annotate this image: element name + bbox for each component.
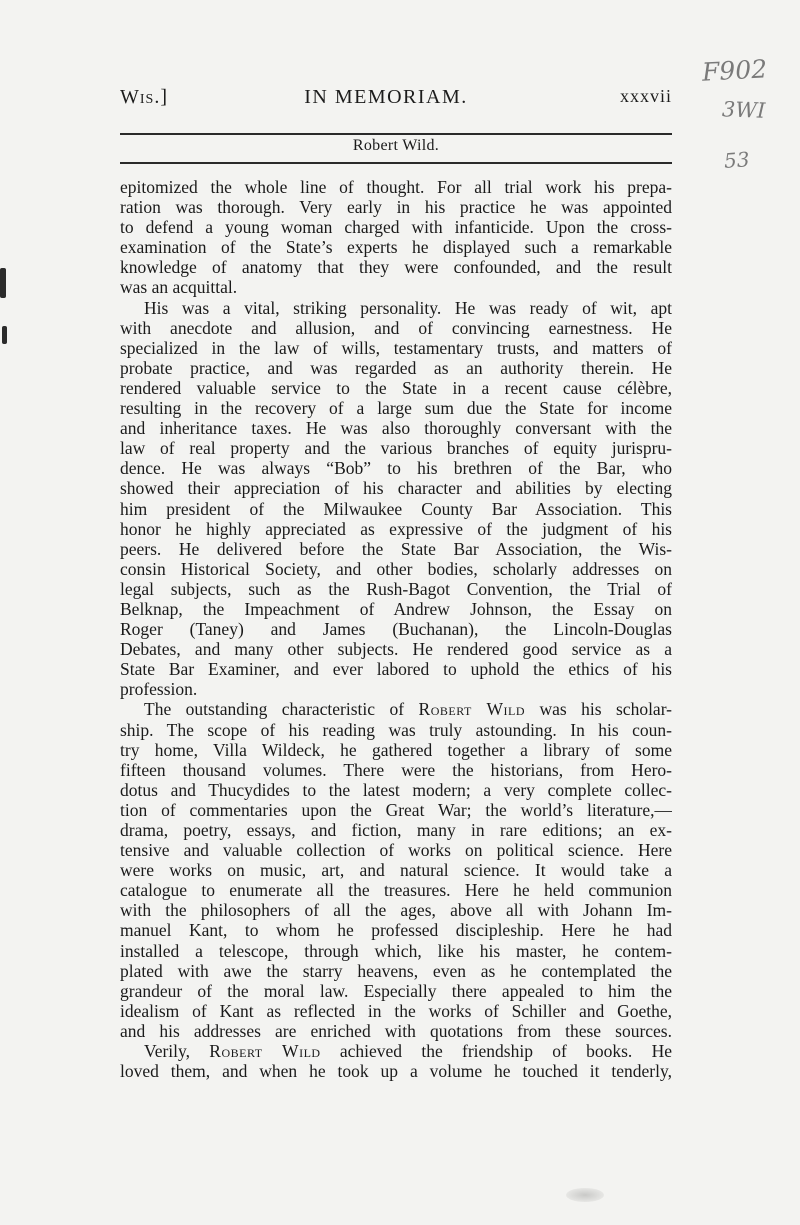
text-line: knowledge of anatomy that they were confounded, and the result xyxy=(120,257,672,278)
section-title: Robert Wild. xyxy=(352,137,440,154)
text-line: legal subjects, such as the Rush-Bagot Convention, the Trial of xyxy=(120,578,672,599)
text-line: peers. He delivered before the State Bar Association, the Wis- xyxy=(120,538,672,559)
text-line: honor he highly appreciated as expressive of the judgment of his xyxy=(120,518,672,539)
scan-artifact xyxy=(0,268,6,298)
text-line: and his addresses are enriched with quotations from these sources. xyxy=(120,1020,672,1041)
text-line: to defend a young woman charged with infanticide. Upon the cross- xyxy=(120,217,672,238)
text-line: ration was thorough. Very early in his practice he was appointed xyxy=(120,197,672,218)
running-head-title: IN MEMORIAM. xyxy=(304,86,468,108)
text-line: rendered valuable service to the State in a recent cause célèbre, xyxy=(120,377,672,398)
header-rule-bottom xyxy=(120,162,672,164)
header-rule-top xyxy=(120,133,672,135)
text-line: epitomized the whole line of thought. For all trial work his prepa- xyxy=(120,177,672,197)
text-line: loved them, and when he took up a volume he touched it tenderly, xyxy=(120,1061,672,1082)
scan-artifact xyxy=(2,326,7,344)
text-line: and inheritance taxes. He was also thoroughly conversant with the xyxy=(120,418,672,439)
text-line: examination of the State’s experts he displayed such a remarkable xyxy=(120,237,672,258)
text-line: with the philosophers of all the ages, above all with Johann Im- xyxy=(120,900,672,921)
text-line: dence. He was always “Bob” to his brethren of the Bar, who xyxy=(120,458,672,479)
handwritten-note: 53 xyxy=(723,147,751,173)
text-line: ship. The scope of his reading was truly astounding. In his coun- xyxy=(120,719,672,740)
text-line: consin Historical Society, and other bodies, scholarly addresses on xyxy=(120,558,672,579)
handwritten-note: 3WI xyxy=(721,97,766,123)
page-number: xxxvii xyxy=(619,86,672,106)
small-caps-name: Robert Wild xyxy=(209,1041,321,1062)
text-line: tion of commentaries upon the Great War; the world’s literature,— xyxy=(120,799,672,820)
paragraph xyxy=(120,1041,672,1081)
text-line: drama, poetry, essays, and fiction, many in rare editions; an ex- xyxy=(120,820,672,840)
text-line: catalogue to enumerate all the treasures. Here he held communion xyxy=(120,880,672,901)
scan-smudge xyxy=(566,1188,604,1202)
text-line: were works on music, art, and natural science. It would take a xyxy=(120,860,672,881)
paragraph xyxy=(120,177,672,298)
text-line: with anecdote and allusion, and of convincing earnestness. He xyxy=(120,317,672,338)
text-line: probate practice, and was regarded as an authority therein. He xyxy=(120,357,672,378)
text-line: showed their appreciation of his character and abilities by electing xyxy=(120,478,672,499)
text-line: Debates, and many other subjects. He rendered good service as a xyxy=(120,639,672,660)
text-line: idealism of Kant as reflected in the works of Schiller and Goethe, xyxy=(120,1000,672,1021)
text-segment: The outstanding characteristic of xyxy=(144,699,419,720)
text-line: manuel Kant, to whom he professed discipleship. Here he had xyxy=(120,920,672,941)
text-segment: was his scholar- xyxy=(524,699,672,720)
text-line: installed a telescope, through which, like his master, he contem- xyxy=(120,940,672,961)
text-line: State Bar Examiner, and ever labored to uphold the ethics of his xyxy=(120,659,672,680)
text-line: Belknap, the Impeachment of Andrew Johnson, the Essay on xyxy=(120,598,672,619)
text-line xyxy=(120,699,672,719)
text-line: law of real property and the various branches of equity jurispru- xyxy=(120,438,672,459)
handwritten-note: F902 xyxy=(701,54,768,87)
text-line: was an acquittal. xyxy=(120,277,238,298)
text-line: plated with awe the starry heavens, even as he contemplated the xyxy=(120,960,672,981)
text-line: him president of the Milwaukee County Bar Association. This xyxy=(120,498,672,519)
body-text xyxy=(120,177,672,1081)
text-segment: achieved the friendship of books. He xyxy=(320,1041,672,1062)
text-line: resulting in the recovery of a large sum due the State for income xyxy=(120,398,672,419)
text-line: profession. xyxy=(120,679,198,700)
text-line xyxy=(120,1041,672,1061)
small-caps-name: Robert Wild xyxy=(418,699,525,720)
text-line: specialized in the law of wills, testamentary trusts, and matters of xyxy=(120,337,672,358)
text-segment: Verily, xyxy=(144,1041,210,1062)
text-line: grandeur of the moral law. Especially there appealed to him the xyxy=(120,980,672,1001)
running-head-state: Wis.] xyxy=(120,86,168,108)
text-line: fifteen thousand volumes. There were the historians, from Hero- xyxy=(120,759,672,780)
text-line: dotus and Thucydides to the latest modern; a very complete collec- xyxy=(120,779,672,800)
text-line: tensive and valuable collection of works on political science. Here xyxy=(120,840,672,861)
text-line: His was a vital, striking personality. He was ready of wit, apt xyxy=(144,297,672,318)
paragraph xyxy=(120,699,672,1041)
paragraph xyxy=(120,298,672,700)
text-line: try home, Villa Wildeck, he gathered together a library of some xyxy=(120,739,672,760)
text-line: Roger (Taney) and James (Buchanan), the Lincoln-Douglas xyxy=(120,619,672,640)
